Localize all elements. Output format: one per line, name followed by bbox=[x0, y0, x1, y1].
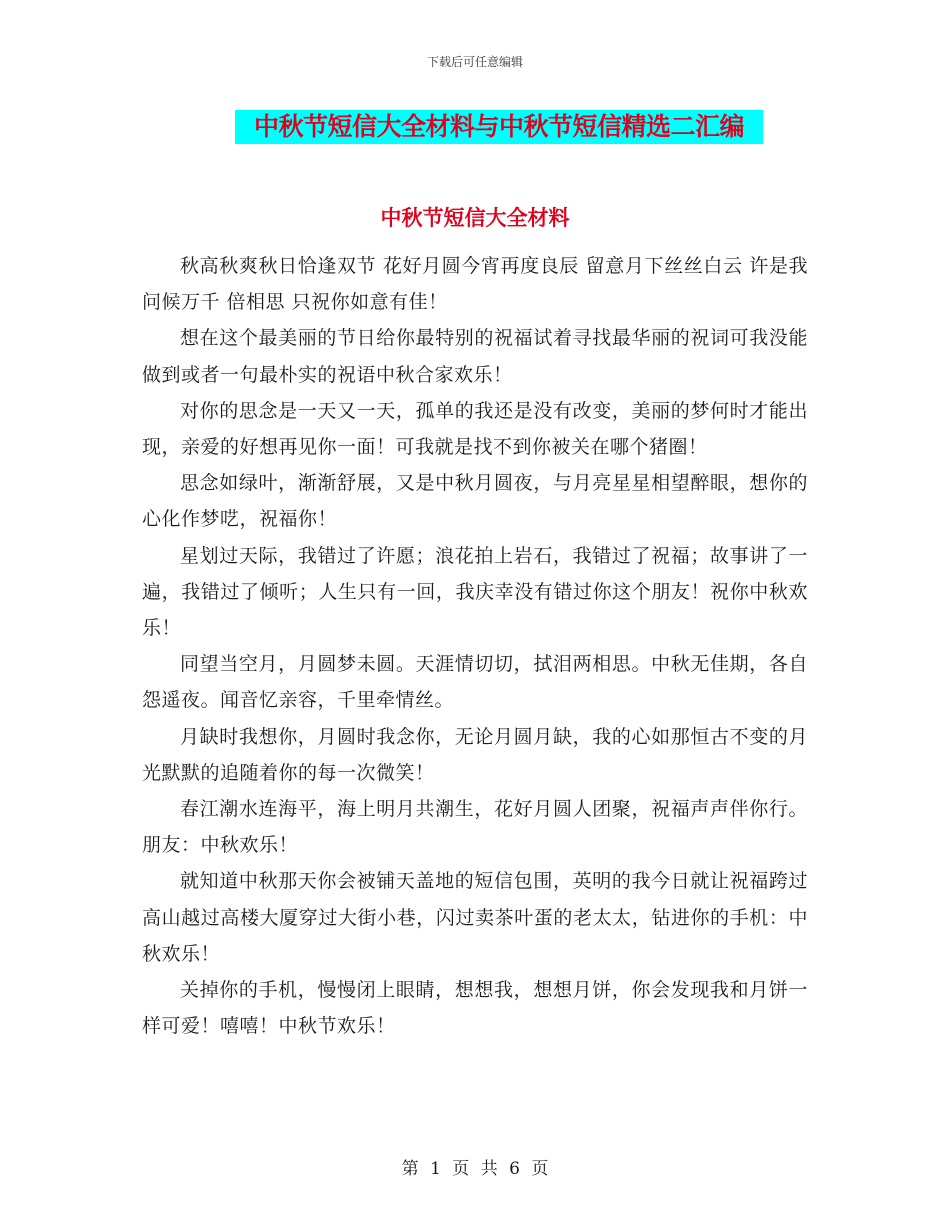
section-title: 中秋节短信大全材料 bbox=[380, 206, 570, 230]
paragraph: 秋高秋爽秋日恰逢双节 花好月圆今宵再度良辰 留意月下丝丝白云 许是我问候万千 倍相思 只祝你如意有佳！ bbox=[142, 255, 808, 314]
document-title: 中秋节短信大全材料与中秋节短信精选二汇编 bbox=[235, 110, 763, 144]
header-note: 下载后可任意编辑 bbox=[426, 55, 523, 69]
paragraph: 星划过天际，我错过了许愿；浪花拍上岩石，我错过了祝福；故事讲了一遍，我错过了倾听；人生只有一回，我庆幸没有错过你这个朋友！祝你中秋欢乐！ bbox=[142, 544, 808, 640]
paragraph: 月缺时我想你，月圆时我念你，无论月圆月缺，我的心如那恒古不变的月光默默的追随着你的每一次微笑！ bbox=[142, 725, 808, 784]
paragraph: 关掉你的手机，慢慢闭上眼睛，想想我，想想月饼，你会发现我和月饼一样可爱！嘻嘻！中秋节欢乐！ bbox=[142, 979, 808, 1038]
paragraph: 思念如绿叶，渐渐舒展，又是中秋月圆夜，与月亮星星相望醉眼，想你的心化作梦呓，祝福你！ bbox=[142, 472, 808, 531]
paragraph: 对你的思念是一天又一天，孤单的我还是没有改变，美丽的梦何时才能出现，亲爱的好想再见你一面！可我就是找不到你被关在哪个猪圈！ bbox=[142, 399, 808, 459]
paragraph: 春江潮水连海平，海上明月共潮生，花好月圆人团聚，祝福声声伴你行。朋友：中秋欢乐！ bbox=[142, 798, 808, 857]
paragraph: 就知道中秋那天你会被铺天盖地的短信包围，英明的我今日就让祝福跨过高山越过高楼大厦穿过大街小巷，闪过卖茶叶蛋的老太太，钻进你的手机：中秋欢乐！ bbox=[142, 870, 808, 965]
paragraph: 想在这个最美丽的节日给你最特别的祝福试着寻找最华丽的祝词可我没能做到或者一句最朴实的祝语中秋合家欢乐！ bbox=[142, 327, 808, 386]
page-number: 第 1 页 共 6 页 bbox=[401, 1159, 549, 1179]
paragraph: 同望当空月，月圆梦未圆。天涯情切切，拭泪两相思。中秋无佳期，各自怨遥夜。闻音忆亲容，千里牵情丝。 bbox=[142, 653, 808, 712]
document-body bbox=[142, 248, 808, 1044]
